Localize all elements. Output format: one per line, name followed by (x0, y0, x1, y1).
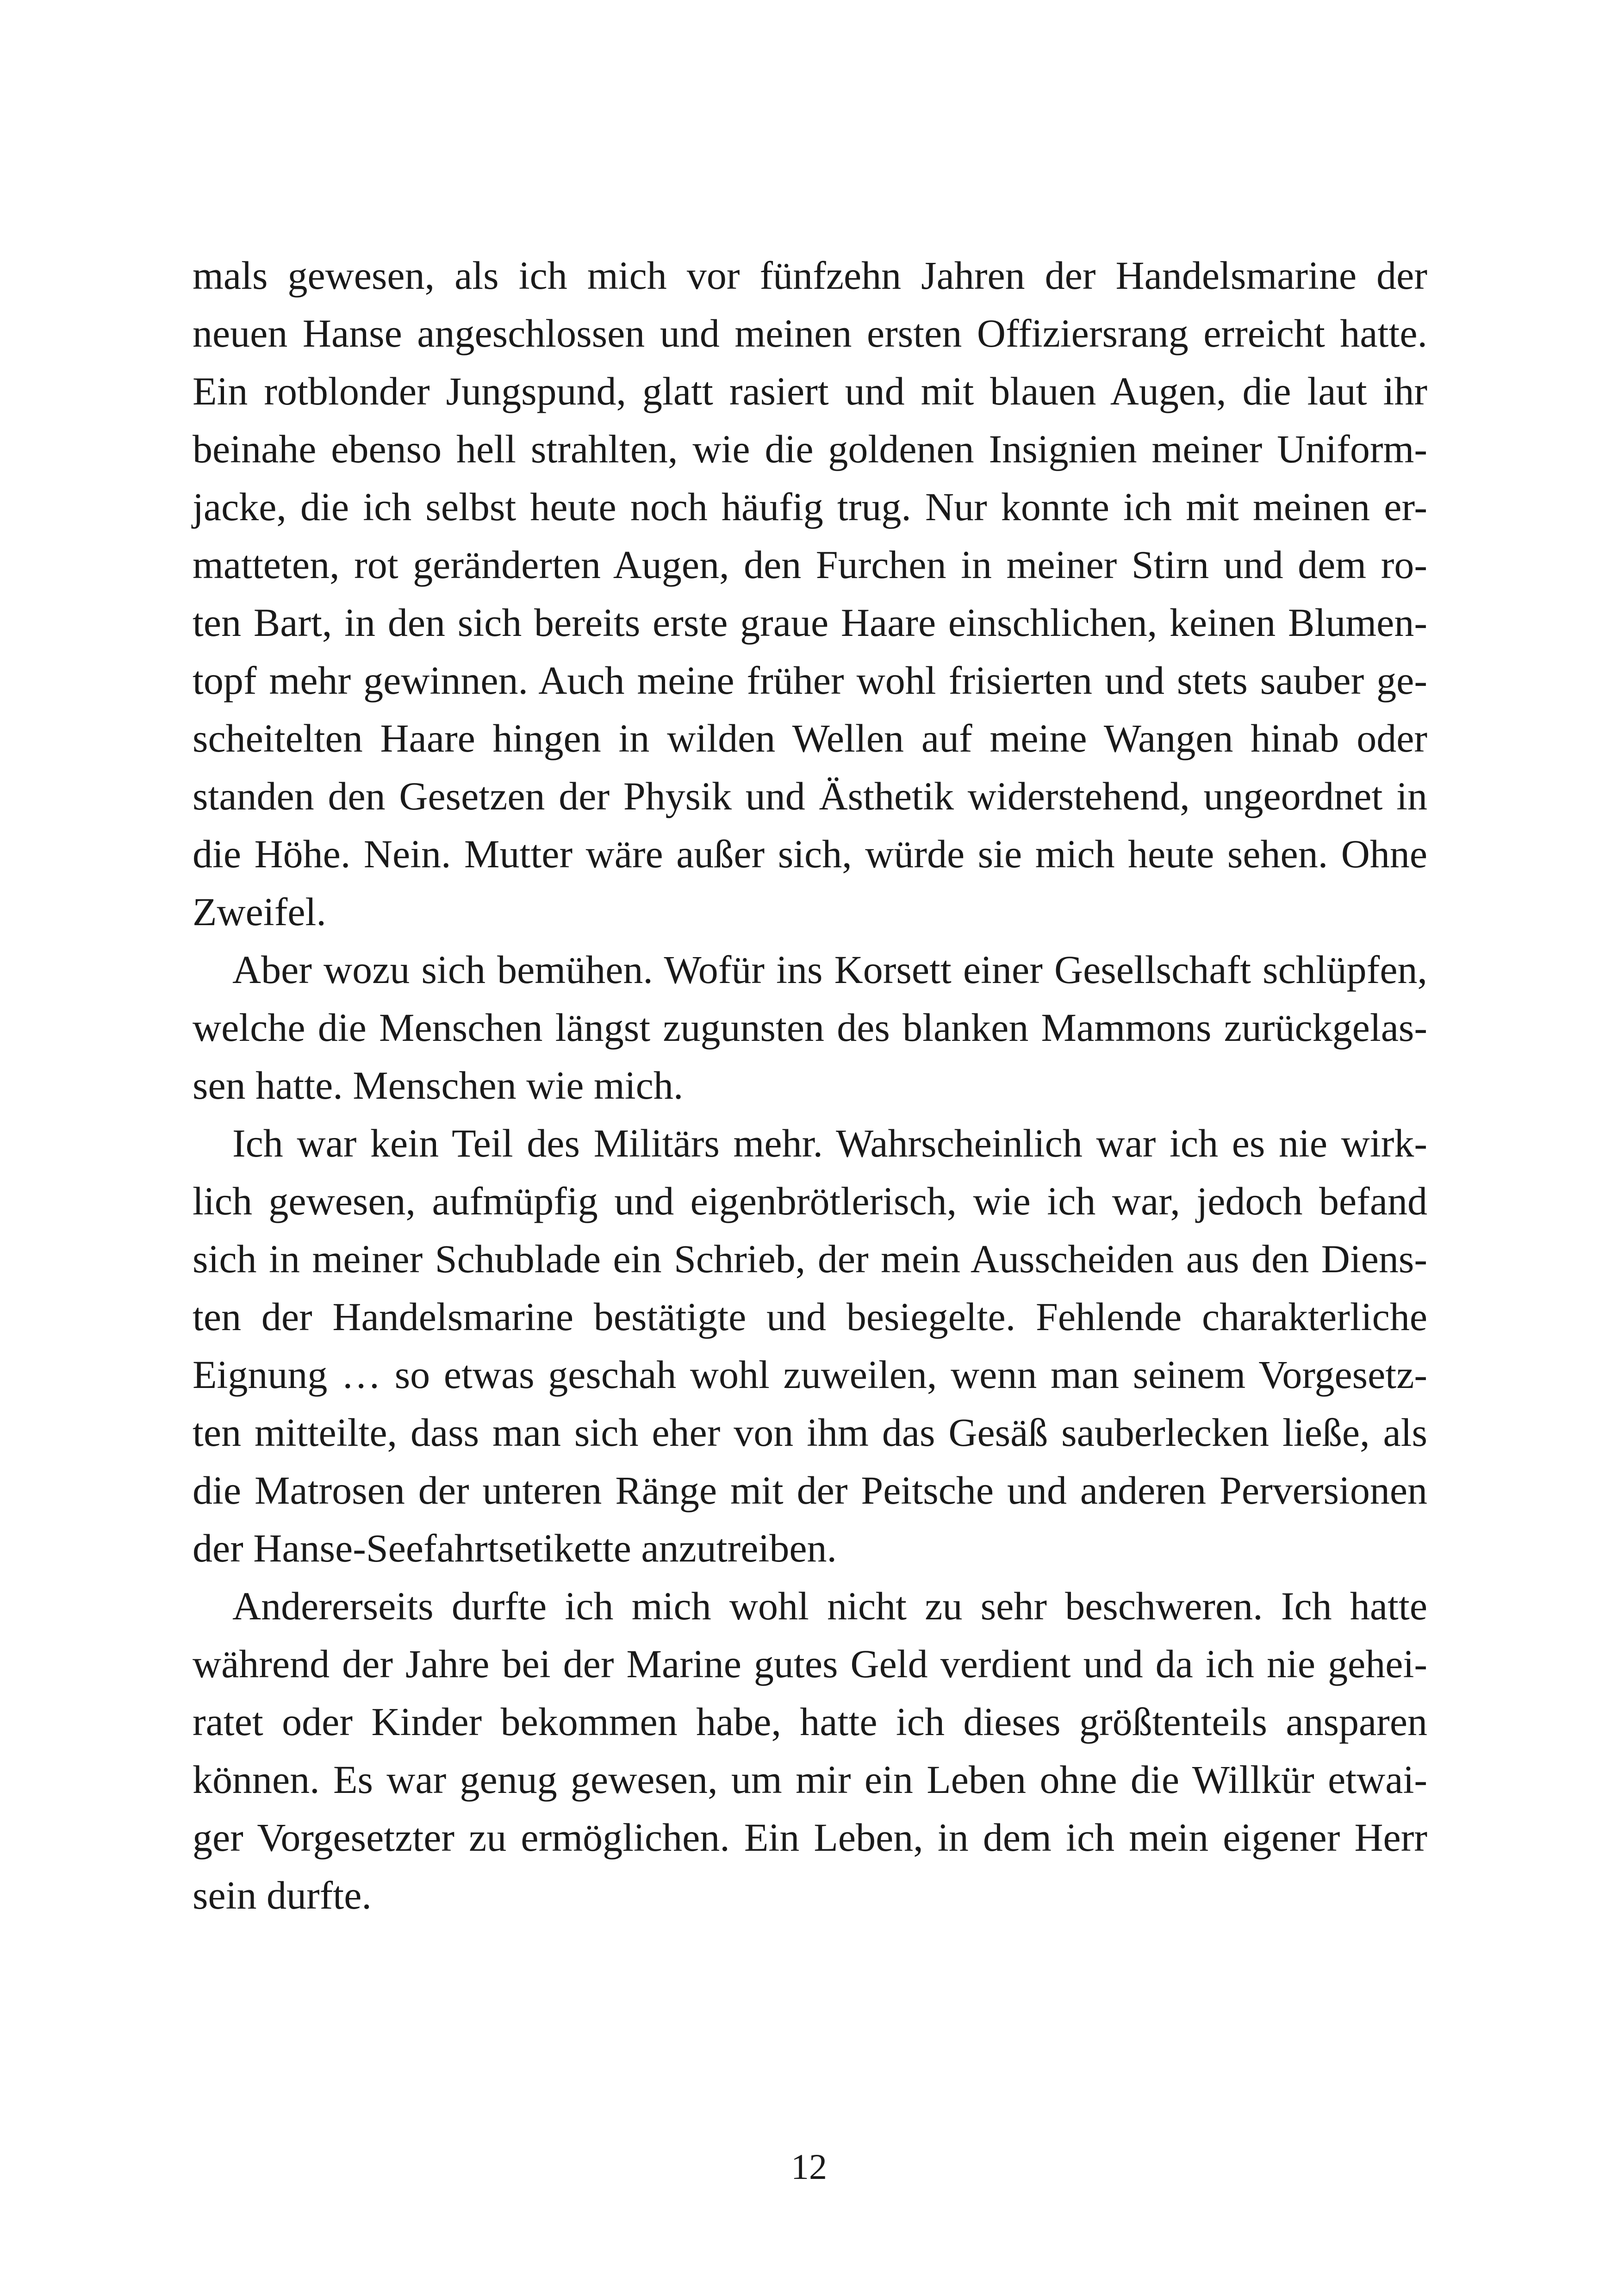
text-line: sen hatte. Menschen wie mich. (193, 1063, 684, 1108)
text-line: ten der Handelsmarine bestätigte und besiegelte. Fehlende charakterliche (193, 1294, 1427, 1339)
text-line: neuen Hanse angeschlossen und meinen ersten Offiziersrang erreicht hatte. (193, 311, 1427, 355)
text-line: ten mitteilte, dass man sich eher von ihm das Gesäß sauberlecken ließe, als (193, 1410, 1427, 1455)
paragraph (193, 1577, 1427, 1924)
paragraph (193, 247, 1427, 941)
text-line: scheitelten Haare hingen in wilden Wellen auf meine Wangen hinab oder (193, 716, 1427, 760)
text-line: der Hanse-Seefahrtsetikette anzutreiben. (193, 1526, 837, 1570)
text-line: ten Bart, in den sich bereits erste graue Haare einschlichen, keinen Blumen- (193, 600, 1427, 645)
text-line: Eignung … so etwas geschah wohl zuweilen, wenn man seinem Vorgesetz- (193, 1352, 1427, 1397)
text-line: Aber wozu sich bemühen. Wofür ins Korsett einer Gesellschaft schlüpfen, (232, 947, 1427, 992)
paragraph (193, 1114, 1427, 1577)
text-line: standen den Gesetzen der Physik und Ästhetik widerstehend, ungeordnet in (193, 774, 1427, 818)
paragraph (193, 941, 1427, 1114)
text-line: matteten, rot geränderten Augen, den Furchen in meiner Stirn und dem ro- (193, 542, 1427, 587)
text-line: die Höhe. Nein. Mutter wäre außer sich, würde sie mich heute sehen. Ohne (193, 832, 1427, 876)
text-line: Ein rotblonder Jungspund, glatt rasiert und mit blauen Augen, die laut ihr (193, 369, 1427, 413)
text-line: können. Es war genug gewesen, um mir ein Leben ohne die Willkür etwai- (193, 1757, 1427, 1802)
body-text (193, 247, 1427, 1924)
text-line: Zweifel. (193, 890, 326, 934)
page-number: 12 (791, 2147, 827, 2187)
text-line: jacke, die ich selbst heute noch häufig trug. Nur konnte ich mit meinen er- (193, 485, 1427, 529)
text-line: Andererseits durfte ich mich wohl nicht zu sehr beschweren. Ich hatte (232, 1584, 1427, 1628)
text-line: während der Jahre bei der Marine gutes Geld verdient und da ich nie gehei- (193, 1642, 1427, 1686)
text-line: welche die Menschen längst zugunsten des blanken Mammons zurückgelas- (193, 1005, 1427, 1050)
text-line: beinahe ebenso hell strahlten, wie die goldenen Insignien meiner Uniform- (193, 427, 1427, 471)
text-line: sich in meiner Schublade ein Schrieb, der mein Ausscheiden aus den Diens- (193, 1237, 1427, 1281)
text-line: ratet oder Kinder bekommen habe, hatte ich dieses größtenteils ansparen (193, 1699, 1427, 1744)
text-line: Ich war kein Teil des Militärs mehr. Wahrscheinlich war ich es nie wirk- (232, 1121, 1427, 1165)
text-line: topf mehr gewinnen. Auch meine früher wohl frisierten und stets sauber ge- (193, 658, 1427, 703)
text-line: die Matrosen der unteren Ränge mit der Peitsche und anderen Perversionen (193, 1468, 1427, 1512)
text-line: ger Vorgesetzter zu ermöglichen. Ein Leben, in dem ich mein eigener Herr (193, 1815, 1427, 1860)
text-line: lich gewesen, aufmüpfig und eigenbrötlerisch, wie ich war, jedoch befand (193, 1179, 1427, 1223)
text-line: sein durfte. (193, 1873, 372, 1917)
text-line: mals gewesen, als ich mich vor fünfzehn Jahren der Handelsmarine der (193, 253, 1427, 298)
